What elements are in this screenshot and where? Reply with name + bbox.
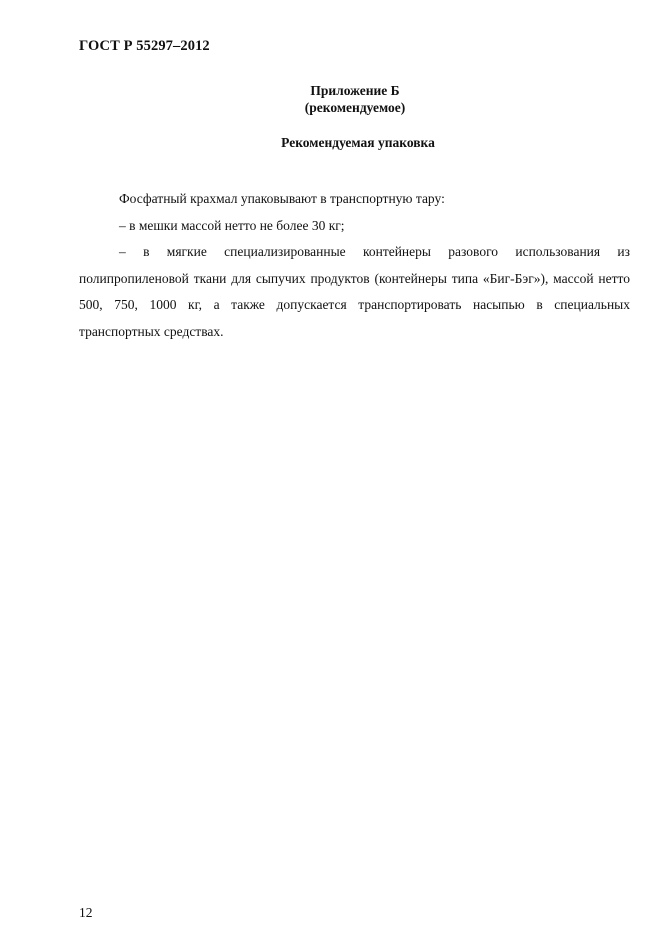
list-item-bags: – в мешки массой нетто не более 30 кг;: [119, 217, 345, 233]
page-number: 12: [79, 905, 93, 920]
appendix-heading: [200, 82, 510, 116]
paragraph-intro: Фосфатный крахмал упаковывают в транспортную тару:: [119, 191, 445, 206]
body-text: [79, 186, 630, 345]
list-item-containers: – в мягкие специализированные контейнеры разового использования из полипропиленовой ткани для сыпучих продуктов (контейнеры типа «Биг-Бэг»), массой нетто 500, 750, 1000 кг, а также допускается транспортировать насыпью в специальных транспортных средствах.: [79, 244, 630, 339]
appendix-title: Приложение Б: [310, 83, 400, 98]
appendix-subtitle: (рекомендуемое): [304, 100, 406, 115]
standard-code: ГОСТ Р 55297–2012: [79, 38, 210, 54]
section-title: Рекомендуемая упаковка: [281, 135, 435, 150]
